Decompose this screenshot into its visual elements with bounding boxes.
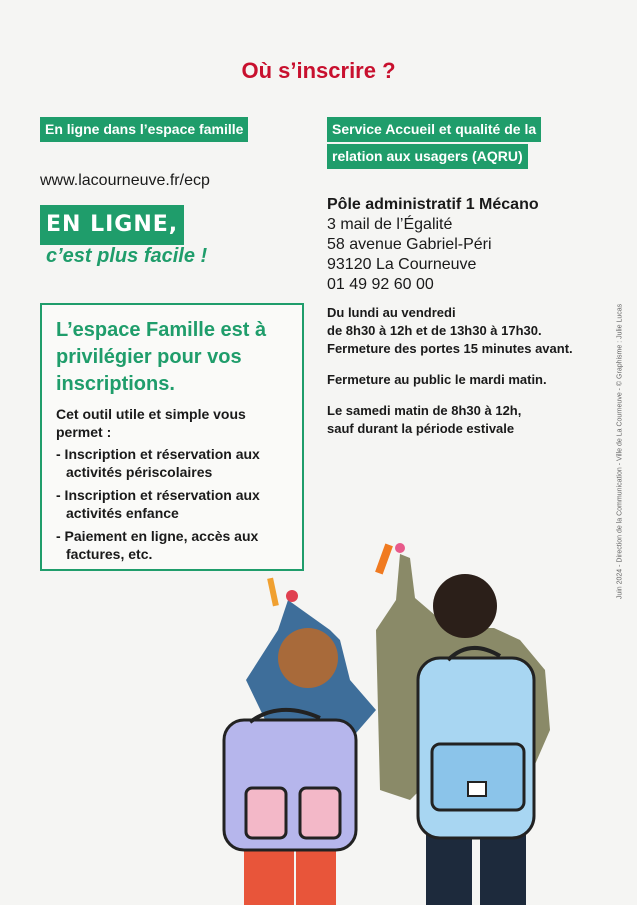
- address-block: [327, 195, 539, 295]
- pole-name: Pôle administratif 1 Mécano: [327, 196, 539, 213]
- service-tag-line1: Service Accueil et qualité de la: [327, 117, 541, 142]
- service-tag: [327, 117, 541, 169]
- list-item: - Inscription et réservation aux activités périscolaires: [56, 446, 260, 480]
- box-intro: Cet outil utile et simple vous permet :: [56, 406, 246, 440]
- family-space-url[interactable]: www.lacourneuve.fr/ecp: [40, 172, 210, 189]
- address-line: 58 avenue Gabriel-Péri: [327, 236, 492, 253]
- saturday-line: Le samedi matin de 8h30 à 12h,: [327, 403, 522, 418]
- phone-number[interactable]: 01 49 92 60 00: [327, 276, 434, 293]
- online-tag: [40, 117, 248, 142]
- hours-line: Fermeture des portes 15 minutes avant.: [327, 341, 573, 356]
- saturday-line: sauf durant la période estivale: [327, 421, 515, 436]
- box-title: L’espace Famille est à privilégier pour vos inscriptions.: [56, 319, 267, 395]
- blue-backpack: [418, 648, 534, 838]
- address-line: 93120 La Courneuve: [327, 256, 477, 273]
- page-title: Où s’inscrire ?: [241, 58, 396, 83]
- credits: [613, 290, 627, 620]
- purple-backpack: [224, 710, 356, 850]
- list-item: - Paiement en ligne, accès aux factures, etc.: [56, 528, 259, 562]
- slogan-sub: c’est plus facile !: [46, 245, 208, 267]
- address-line: 3 mail de l’Égalité: [327, 216, 453, 233]
- credits-text: Juin 2024 - Direction de la Communication - Ville de La Courneuve - © Graphisme : Julie Lucas: [616, 303, 624, 600]
- hours-line: Du lundi au vendredi: [327, 305, 456, 320]
- list-item: - Inscription et réservation aux activités enfance: [56, 487, 260, 521]
- opening-hours: [327, 304, 573, 438]
- closure-note: Fermeture au public le mardi matin.: [327, 372, 547, 387]
- online-tag-label: En ligne dans l’espace famille: [40, 117, 248, 142]
- children-with-backpacks-illustration: [200, 530, 600, 905]
- hours-line: de 8h30 à 12h et de 13h30 à 17h30.: [327, 323, 542, 338]
- slogan-main: EN LIGNE,: [40, 205, 184, 245]
- service-tag-line2: relation aux usagers (AQRU): [327, 144, 528, 169]
